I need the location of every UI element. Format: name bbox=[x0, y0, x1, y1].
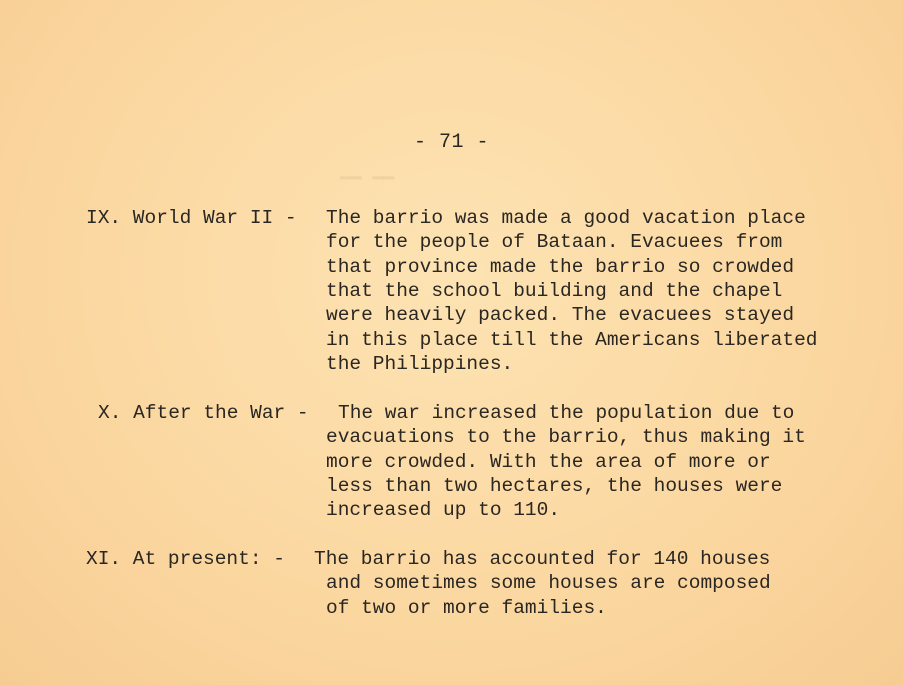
page-number: - 71 - bbox=[413, 131, 489, 154]
section-line: for the people of Bataan. Evacuees from bbox=[326, 231, 783, 254]
section-label: XI. At present: - bbox=[86, 548, 285, 570]
section-line: The barrio has accounted for 140 houses bbox=[314, 548, 771, 570]
section-label: X. After the War - bbox=[98, 402, 309, 424]
section-line: of two or more families. bbox=[326, 596, 607, 619]
section-line: the Philippines. bbox=[326, 352, 514, 375]
bleed-through: ━━ ━━ bbox=[340, 170, 395, 190]
section-line: The barrio was made a good vacation place bbox=[326, 207, 806, 229]
section-line: evacuations to the barrio, thus making it bbox=[326, 426, 806, 449]
section-line: The war increased the population due to bbox=[338, 402, 795, 424]
section-line: less than two hectares, the houses were bbox=[326, 474, 783, 497]
section-label: IX. World War II - bbox=[86, 207, 297, 229]
section-xi bbox=[86, 547, 771, 668]
section-line: that the school building and the chapel bbox=[326, 279, 783, 302]
section-line: in this place till the Americans liberated bbox=[326, 328, 818, 351]
section-line: increased up to 110. bbox=[326, 499, 561, 522]
section-line: that province made the barrio so crowded bbox=[326, 255, 795, 278]
section-line: were heavily packed. The evacuees stayed bbox=[326, 304, 795, 327]
section-line: and sometimes some houses are composed bbox=[326, 572, 771, 595]
section-line: more crowded. With the area of more or bbox=[326, 450, 771, 473]
